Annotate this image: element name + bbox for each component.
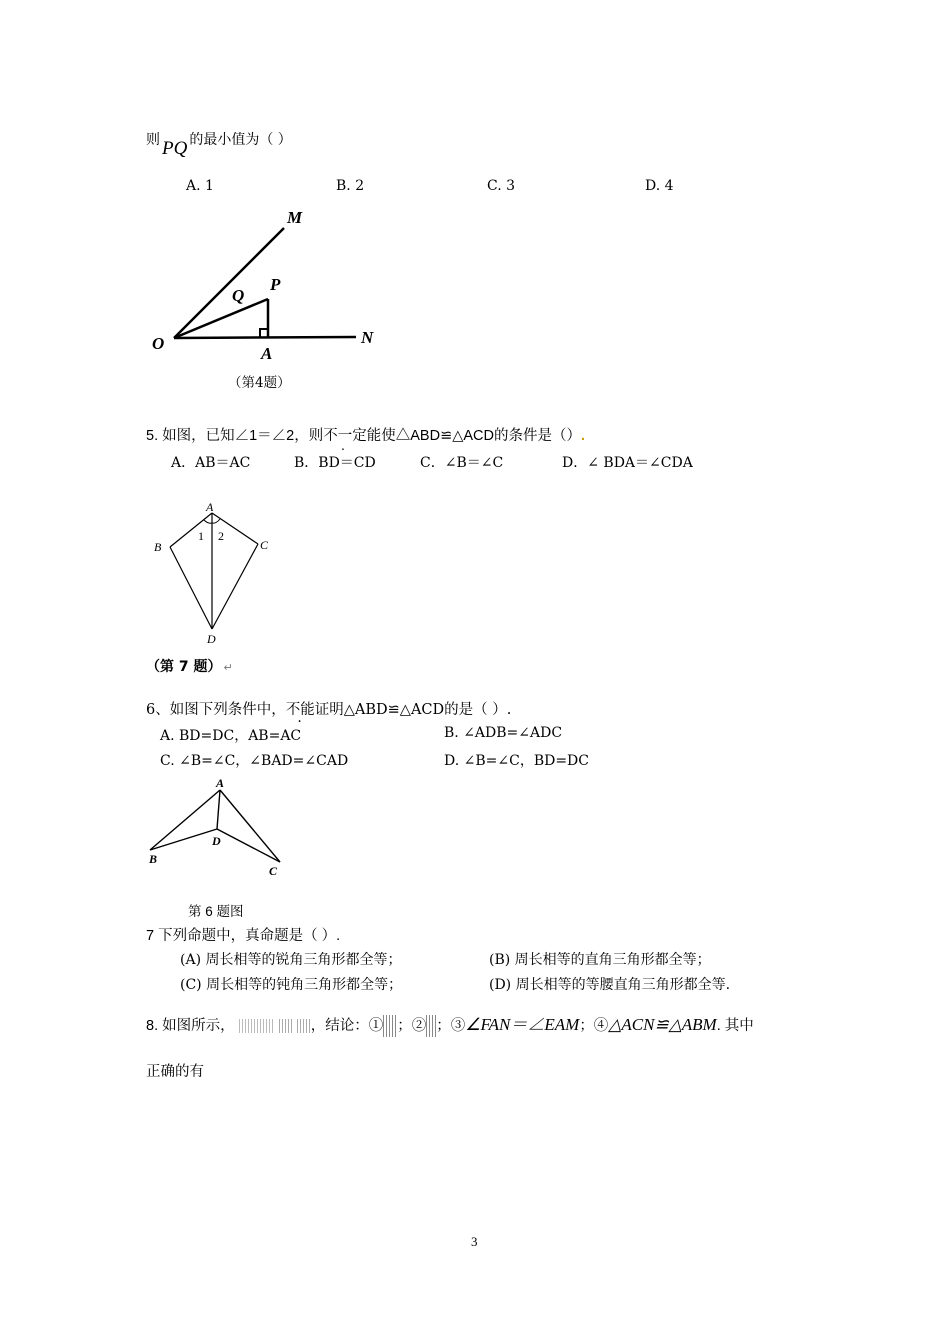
q6-label-d: D [212, 834, 221, 848]
q5-option-a: A．AB＝AC [171, 455, 251, 471]
q5-label-b: B [154, 540, 162, 554]
q8-stem-f: . 其中 [716, 1018, 754, 1034]
segment-bd [150, 829, 217, 850]
q8-stem-a: 8. 如图所示， [146, 1018, 235, 1034]
q5-label-a: A [206, 500, 214, 514]
q5-stem-a: 5. 如图，已知∠1＝∠2，则 [146, 428, 324, 444]
q5-option-c: C．∠B＝∠C [420, 455, 504, 471]
q5-option-b: B．BD＝CD [294, 455, 376, 471]
q8-broken-formula-5 [426, 1015, 436, 1037]
q7-option-c: (C) 周长相等的钝角三角形都全等； [180, 977, 403, 993]
q7-option-b: (B) 周长相等的直角三角形都全等； [489, 952, 711, 968]
q5-caption [146, 656, 233, 676]
q6-stem-a: 6、如图下列条件中， [146, 702, 286, 718]
q8-broken-formula-4 [383, 1015, 397, 1037]
segment-cd [212, 544, 258, 629]
q4-label-o: O [152, 334, 165, 353]
q5-stem [146, 424, 585, 445]
q6-option-d: D. ∠B=∠C，BD=DC [444, 753, 589, 769]
segment-ad [217, 790, 220, 829]
q5-stem-emphasis: 不一定 [323, 428, 367, 444]
q4-caption: （第4题） [228, 375, 291, 391]
ray-on [174, 337, 356, 338]
q4-stem [146, 128, 292, 159]
q6-stem-emphasis: 不能 [285, 702, 315, 718]
q6-stem [146, 698, 511, 719]
q8-conclusion-3: ∠FAN＝∠EAM [465, 1015, 580, 1034]
q7-stem: 7 下列命题中，真命题是（ ）. [146, 928, 341, 944]
q5-label-angle2: 2 [218, 529, 224, 543]
q5-label-c: C [260, 538, 269, 552]
q4-label-p: P [270, 275, 281, 294]
segment-op [174, 299, 268, 338]
q6-label-c: C [269, 864, 278, 878]
q8-stem-d: ；③ [436, 1018, 466, 1034]
q4-label-m: M [287, 208, 303, 227]
q8-broken-formula-2 [279, 1019, 293, 1033]
q5-option-d: D．∠ BDA＝∠CDA [562, 455, 693, 471]
q4-label-q: Q [232, 286, 245, 305]
segment-ac [220, 790, 280, 862]
q7-option-d: (D) 周长相等的等腰直角三角形都全等. [489, 977, 731, 993]
q7-option-a: (A) 周长相等的锐角三角形都全等； [180, 952, 402, 968]
q8-stem-b: ，结论：① [310, 1018, 384, 1034]
q8-stem-e: ；④ [579, 1018, 609, 1034]
q4-stem-suffix: 的最小值为（ ） [189, 132, 292, 148]
page-number: 3 [471, 1234, 478, 1249]
q4-option-c: C. 3 [487, 178, 516, 194]
q5-caption-text: （第 7 题） [146, 659, 222, 675]
q4-label-n: N [361, 328, 374, 347]
segment-bd [170, 547, 212, 629]
q4-label-a: A [261, 344, 273, 363]
q4-option-d: D. 4 [645, 178, 674, 194]
q6-label-b: B [149, 852, 158, 866]
q6-option-b: B. ∠ADB=∠ADC [444, 725, 563, 741]
q8-stem-line2: 正确的有 [146, 1064, 204, 1080]
q6-option-a: A. BD=DC，AB=AC [160, 728, 302, 744]
q4-option-b: B. 2 [336, 178, 365, 194]
q5-stem-end: . [580, 428, 586, 444]
q5-label-d: D [207, 632, 216, 646]
q6-label-a: A [216, 776, 225, 790]
segment-dc [217, 829, 280, 862]
q5-caption-mark: ↵ [223, 661, 233, 674]
q5-stem-b: 能使△ABD≌△ACD的条件是（） [366, 428, 581, 444]
q8-conclusion-4: △ACN≌△ABM [608, 1015, 717, 1034]
segment-ab [150, 790, 220, 850]
q8-broken-formula-3 [297, 1019, 311, 1033]
q8-broken-formula-1 [239, 1019, 275, 1033]
q6-stem-b: 证明△ABD≌△ACD的是（ ）. [314, 702, 512, 718]
q4-stem-var: PQ [162, 138, 188, 159]
q6-option-c: C. ∠B=∠C，∠BAD=∠CAD [160, 753, 349, 769]
q4-option-a: A. 1 [186, 178, 214, 194]
q5-figure [140, 495, 300, 645]
q6-caption: 第 6 题图 [188, 904, 244, 919]
q4-stem-prefix: 则 [146, 132, 160, 148]
q8-stem-line1 [146, 1010, 754, 1037]
segment-ab [170, 513, 212, 547]
q5-label-angle1: 1 [198, 529, 204, 543]
q8-stem-c: ；② [397, 1018, 427, 1034]
